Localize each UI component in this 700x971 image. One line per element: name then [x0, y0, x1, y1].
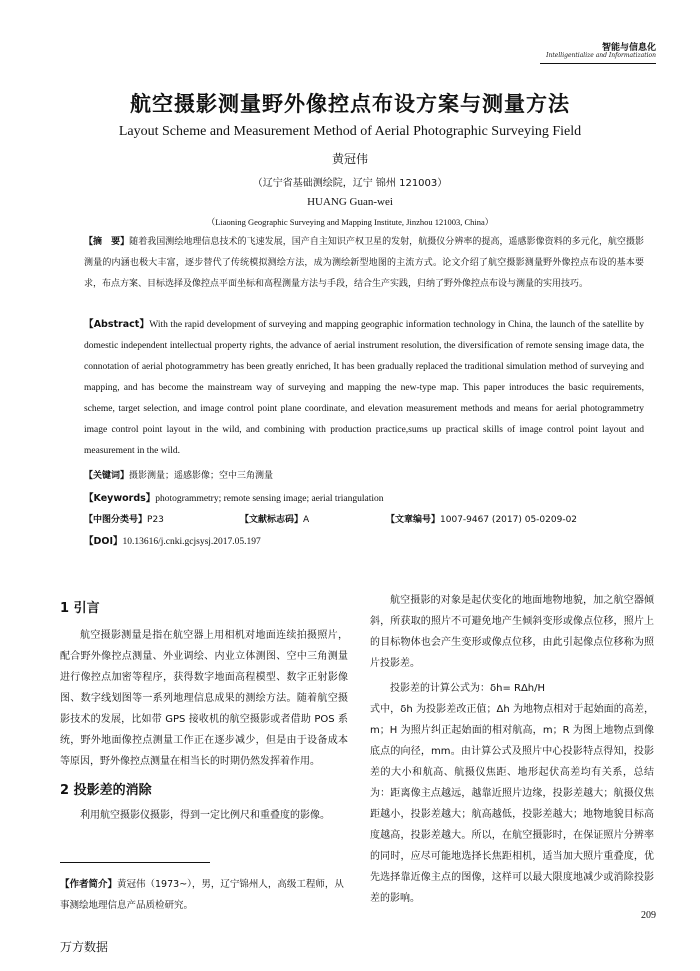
affiliation-cn: （辽宁省基础测绘院，辽宁 锦州 121003） — [252, 178, 448, 189]
abstract-cn-label: 【摘 要】 — [84, 237, 130, 247]
clc-number: 【中图分类号】P23 — [84, 515, 164, 525]
author-bio-text: 黄冠伟（1973~），男，辽宁锦州人，高级工程师，从事测绘地理信息产品质检研究。 — [60, 879, 344, 911]
abstract-cn — [84, 232, 644, 295]
journal-name-en: Intelligentialize and Informatization — [546, 52, 656, 59]
keywords-en-label: 【Keywords】 — [84, 493, 156, 504]
section-2-heading: 2 投影差的消除 — [60, 783, 152, 798]
formula-line: 投影差的计算公式为：δh= RΔh/H — [390, 683, 546, 694]
left-column — [60, 598, 348, 826]
section-2-paragraph: 利用航空摄影仪摄影，得到一定比例尺和重叠度的影像。 — [80, 810, 330, 821]
section-1-heading: 1 引言 — [60, 601, 100, 616]
keywords-cn — [84, 468, 273, 481]
abstract-en-text: With the rapid development of surveying and mapping geographic information technology in China, the launch of the satellite by domestic independent intellectual property rights, the advance of aerial instrument resolution, the diversification of remote sensing image data, the connotation of aerial photogrammetry has been greatly enriched, It has been gradually replaced the traditional simulation method of surveying and mapping, and has become the mainstream way of surveying and mapping the new-type map. This paper introduces the basic requirements, scheme, target selection, and image control point plane coordinate, and elevation measurement methods and means for aerial photogrammetry image control point layout in the wild, and combining with production practice,sums up practical skills of image control point layout and measurement in the wild. — [84, 320, 644, 456]
footer-watermark: 万方数据 — [60, 940, 109, 954]
author-bio — [60, 874, 350, 916]
keywords-cn-text: 摄影测量；遥感影像；空中三角测量 — [129, 471, 274, 481]
section-1-paragraph: 航空摄影测量是指在航空器上用相机对地面连续拍摄照片，配合野外像控点测量、外业调绘、内业立体测图、空中三角测量进行像控点加密等程序，获得数字地面高程模型、数字正射影像图、数字线划图等一系列地理信息成果的测绘方法。随着航空摄影技术的发展，比如带 GPS 接收机的航空摄影或者借助 POS 系统，野外地面像控点测量工作正在逐步减少，但是由于设备成本等原因，野外像控点测量在相当长的时期仍然发挥着作用。 — [60, 630, 348, 767]
author-name-cn: 黄冠伟 — [331, 152, 368, 166]
doi-line — [84, 533, 261, 547]
document-code: 【文献标志码】A — [240, 515, 310, 525]
journal-name-cn: 智能与信息化 — [601, 43, 656, 53]
header-rule — [540, 63, 656, 64]
abstract-en — [84, 314, 644, 462]
paper-title-cn: 航空摄影测量野外像控点布设方案与测量方法 — [130, 92, 570, 116]
page-number: 209 — [641, 910, 656, 921]
doi-label: 【DOI】 — [84, 536, 123, 547]
doi-value[interactable]: 10.13616/j.cnki.gcjsysj.2017.05.197 — [122, 537, 261, 547]
keywords-cn-label: 【关键词】 — [84, 471, 130, 481]
affiliation-en: （Liaoning Geographic Surveying and Mapping Institute, Jinzhou 121003, China） — [206, 217, 494, 227]
author-bio-label: 【作者简介】 — [60, 879, 118, 890]
abstract-en-label: 【Abstract】 — [84, 319, 150, 330]
article-number: 【文章编号】1007-9467 (2017) 05-0209-02 — [386, 515, 578, 525]
keywords-en — [84, 490, 383, 504]
right-column — [370, 590, 654, 909]
abstract-cn-text: 随着我国测绘地理信息技术的飞速发展，国产自主知识产权卫星的发射，航摄仪分辨率的提高，遥感影像资料的多元化，航空摄影测量的内涵也极大丰富，逐步替代了传统模拟测绘方法，成为测绘新型地图的主流方式。论文介绍了航空摄影测量野外像控点布设的基本要求，布点方案、目标选择及像控点平面坐标和高程测量方法与手段，结合生产实践，归纳了野外像控点布设与测量的实用技巧。 — [84, 237, 644, 289]
author-name-en: HUANG Guan-wei — [307, 196, 393, 208]
paper-title-en: Layout Scheme and Measurement Method of Aerial Photographic Surveying Field — [118, 124, 582, 139]
right-paragraph-2: 式中，δh 为投影差改正值；Δh 为地物点相对于起始面的高差，m；H 为照片纠正起始面的相对航高，m；R 为图上地物点到像底点的向径，mm。由计算公式及照片中心投影特点得知，投影差的大小和航高、航摄仪焦距、地形起伏高差均有关系，总结为：距离像主点越远，越靠近照片边缘，投影差越大；航摄仪焦距越小，投影差越大；航高越低，投影差越大；地物地貌目标高度越高，投影差越大。所以，在航空摄影时，在保证照片分辨率的同时，应尽可能地选择长焦距相机，适当加大照片重叠度，优先选择靠近像主点的图像，这样可以最大限度地减少或消除投影差的影响。 — [370, 704, 654, 904]
footnote-rule — [60, 862, 210, 863]
right-paragraph-1: 航空摄影的对象是起伏变化的地面地物地貌，加之航空器倾斜，所获取的照片不可避免地产生倾斜变形或像点位移，照片上的目标物体也会产生变形或像点位移，由此引起像点位移称为照片投影差。 — [370, 595, 654, 669]
keywords-en-text: photogrammetry; remote sensing image; aerial triangulation — [155, 494, 384, 504]
